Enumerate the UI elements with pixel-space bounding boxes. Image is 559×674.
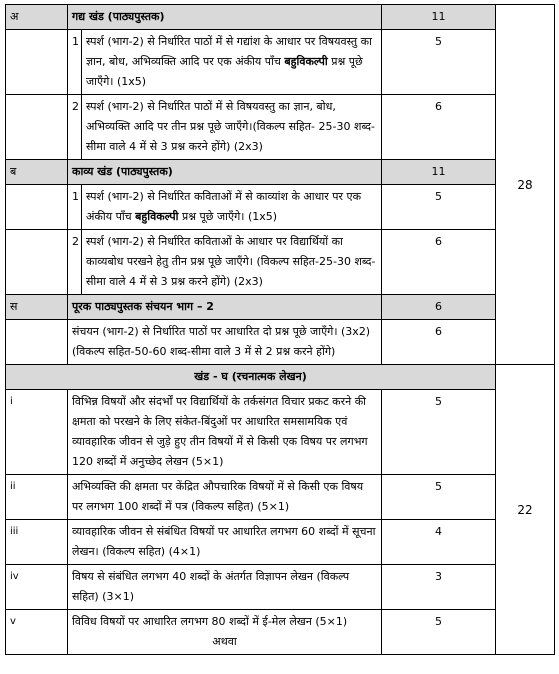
section-b-label: ब (6, 160, 68, 185)
item-number: i (6, 390, 68, 475)
table-row (6, 95, 555, 160)
table-row (6, 320, 555, 365)
item-marks: 5 (382, 390, 496, 475)
item-text: स्पर्श (भाग-2) से निर्धारित पाठों में से विषयवस्तु का ज्ञान, बोध, अभिव्यक्ति आदि पर तीन प्रश्न पूछे जाएँगे।(विकल्प सहित- 25-30 शब्द-सीमा वाले 4 में से 3 प्रश्न करने होंगे) (2x3) (82, 95, 382, 160)
item-number: 2 (68, 230, 82, 295)
table-row (6, 520, 555, 565)
section-a-header-row (6, 5, 555, 30)
section-a-marks: 11 (382, 5, 496, 30)
item-number: iv (6, 565, 68, 610)
item-number: 2 (68, 95, 82, 160)
item-marks: 4 (382, 520, 496, 565)
item-text: विषय से संबंधित लगभग 40 शब्दों के अंतर्गत विज्ञापन लेखन (विकल्प सहित) (3×1) (68, 565, 382, 610)
table-row (6, 185, 555, 230)
section-s-title: पूरक पाठ्यपुस्तक संचयन भाग – 2 (68, 295, 382, 320)
section-s-label: स (6, 295, 68, 320)
item-text: विविध विषयों पर आधारित लगभग 80 शब्दों में ई-मेल लेखन (5×1) अथवा (68, 610, 382, 655)
item-text: स्पर्श (भाग-2) से निर्धारित कविताओं में से काव्यांश के आधार पर एक अंकीय पाँच बहुविकल्पी प्रश्न पूछे जाएँगे। (1x5) (82, 185, 382, 230)
item-number: 1 (68, 30, 82, 95)
item-marks: 6 (382, 95, 496, 160)
item-marks: 5 (382, 475, 496, 520)
item-marks: 3 (382, 565, 496, 610)
table-row (6, 475, 555, 520)
section-gh-title: खंड - घ (रचनात्मक लेखन) (6, 365, 496, 390)
item-text: स्पर्श (भाग-2) से निर्धारित कविताओं के आधार पर विद्यार्थियों का काव्यबोध परखने हेतु तीन प्रश्न पूछे जाएँगे। (विकल्प सहित-25-30 शब्द-सीमा वाले 4 में से 3 प्रश्न करने होंगे) (2x3) (82, 230, 382, 295)
item-number: v (6, 610, 68, 655)
section-b-header-row (6, 160, 555, 185)
item-number: ii (6, 475, 68, 520)
item-number: iii (6, 520, 68, 565)
marks-table (5, 4, 555, 655)
total-marks-a-b-s: 28 (496, 5, 555, 365)
item-marks: 6 (382, 320, 496, 365)
or-text: अथवा (212, 635, 237, 648)
item-text: अभिव्यक्ति की क्षमता पर केंद्रित औपचारिक विषयों में से किसी एक विषय पर लगभग 100 शब्दों में पत्र (विकल्प सहित) (5×1) (68, 475, 382, 520)
item-text: व्यावहारिक जीवन से संबंधित विषयों पर आधारित लगभग 60 शब्दों में सूचना लेखन। (विकल्प सहित) (4×1) (68, 520, 382, 565)
item-number: 1 (68, 185, 82, 230)
table-row (6, 390, 555, 475)
section-s-header-row (6, 295, 555, 320)
total-marks-gh: 22 (496, 365, 555, 655)
section-b-marks: 11 (382, 160, 496, 185)
item-marks: 5 (382, 30, 496, 95)
table-row (6, 565, 555, 610)
section-gh-header-row (6, 365, 555, 390)
item-text: संचयन (भाग-2) से निर्धारित पाठों पर आधारित दो प्रश्न पूछे जाएँगे। (3x2) (विकल्प सहित-50-60 शब्द-सीमा वाले 3 में से 2 प्रश्न करने होंगे) (68, 320, 382, 365)
section-a-title: गद्य खंड (पाठ्यपुस्तक) (68, 5, 382, 30)
table-row (6, 230, 555, 295)
item-marks: 5 (382, 185, 496, 230)
section-b-title: काव्य खंड (पाठ्यपुस्तक) (68, 160, 382, 185)
table-row (6, 30, 555, 95)
item-text: स्पर्श (भाग-2) से निर्धारित पाठों में से गद्यांश के आधार पर विषयवस्तु का ज्ञान, बोध, अभिव्यक्ति आदि पर एक अंकीय पाँच बहुविकल्पी प्रश्न पूछे जाएँगे। (1x5) (82, 30, 382, 95)
item-marks: 5 (382, 610, 496, 655)
item-text: विभिन्न विषयों और संदर्भों पर विद्यार्थियों के तर्कसंगत विचार प्रकट करने की क्षमता को परखने के लिए संकेत-बिंदुओं पर आधारित समसामयिक एवं व्यावहारिक जीवन से जुड़े हुए तीन विषयों में से किसी एक विषय पर लगभग 120 शब्दों में अनुच्छेद लेखन (5×1) (68, 390, 382, 475)
item-marks: 6 (382, 230, 496, 295)
section-s-marks: 6 (382, 295, 496, 320)
table-row (6, 610, 555, 655)
section-a-label: अ (6, 5, 68, 30)
